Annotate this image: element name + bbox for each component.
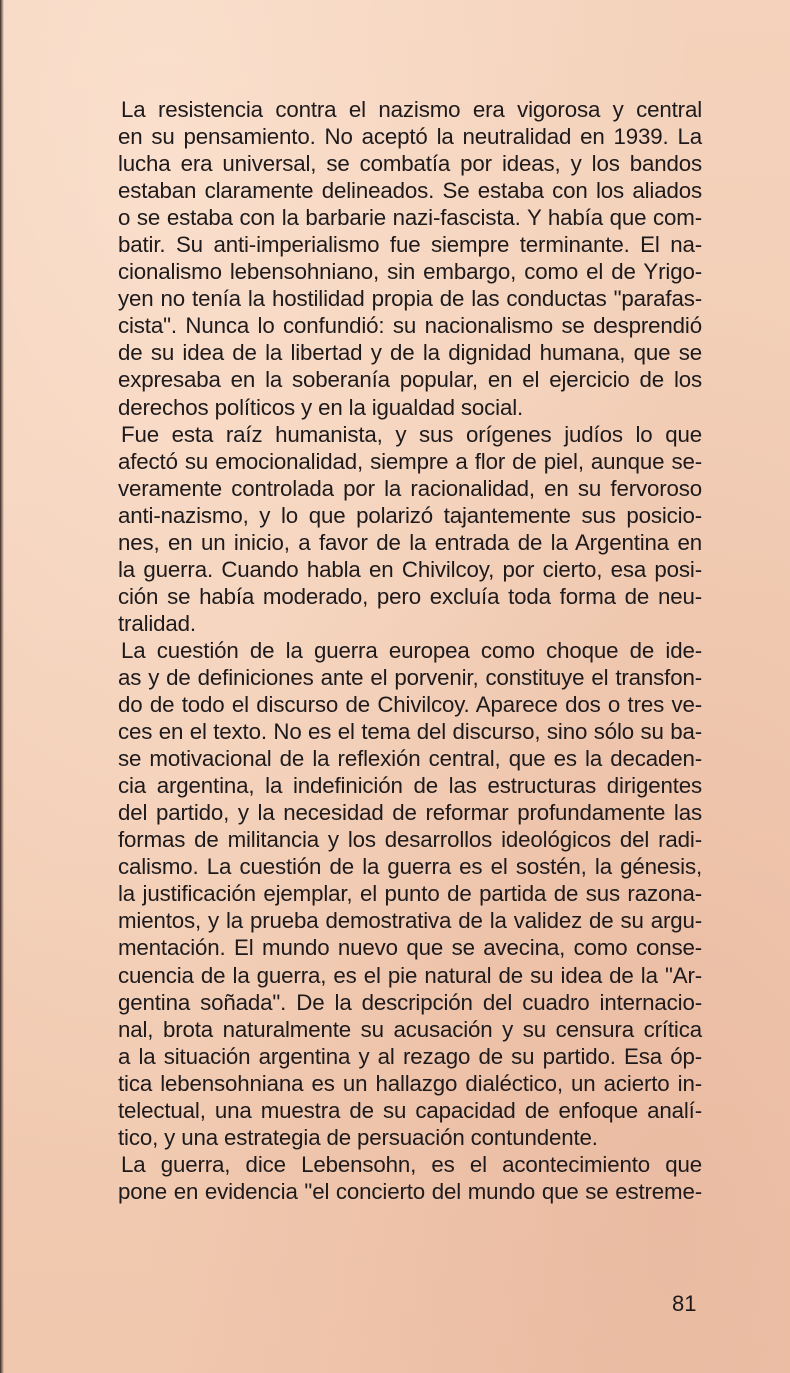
text-line: anti-nazismo, y lo que polarizó tajantemente sus posicio- [118,502,702,528]
text-line: Fue esta raíz humanista, y sus orígenes judíos lo que [121,421,702,447]
text-line: expresaba en la soberanía popular, en el ejercicio de los [118,367,702,393]
text-line: nal, brota naturalmente su acusación y su censura crítica [118,1016,702,1042]
text-line: gentina soñada". De la descripción del cuadro internacio- [118,989,702,1015]
text-line: derechos políticos y en la igualdad social. [118,394,524,420]
text-line: cionalismo lebensohniano, sin embargo, como el de Yrigo- [118,259,702,285]
text-line: cia argentina, la indefinición de las estructuras dirigentes [118,773,702,799]
text-line: ces en el texto. No es el tema del discurso, sino sólo su ba- [118,719,702,745]
text-line: tralidad. [118,610,196,636]
text-line: tica lebensohniana es un hallazgo dialéctico, un acierto in- [118,1070,702,1096]
body-text [118,96,702,1205]
text-line: cista". Nunca lo confundió: su nacionalismo se desprendió [118,313,702,339]
text-line: tico, y una estrategia de persuación contundente. [118,1124,598,1150]
text-line: en su pensamiento. No aceptó la neutralidad en 1939. La [118,124,702,150]
text-line: la guerra. Cuando habla en Chivilcoy, por cierto, esa posi- [118,556,702,582]
page-number: 81 [672,1291,697,1316]
text-line: estaban claramente delineados. Se estaba con los aliados [118,178,702,204]
text-line: nes, en un inicio, a favor de la entrada de la Argentina en [118,529,702,555]
text-line: yen no tenía la hostilidad propia de las conductas "parafas- [118,286,702,312]
page-left-edge [0,0,4,1373]
text-line: calismo. La cuestión de la guerra es el sostén, la génesis, [118,854,702,880]
text-line: se motivacional de la reflexión central, que es la decaden- [118,746,702,772]
text-line: mentación. El mundo nuevo que se avecina, como conse- [118,935,702,961]
text-line: a la situación argentina y al rezago de su partido. Esa óp- [118,1043,702,1069]
text-line: veramente controlada por la racionalidad, en su fervoroso [118,475,702,501]
text-line: La resistencia contra el nazismo era vigorosa y central [121,97,702,122]
text-line: lucha era universal, se combatía por ideas, y los bandos [118,151,702,177]
text-line: La guerra, dice Lebensohn, es el acontecimiento que [121,1151,702,1177]
text-line: o se estaba con la barbarie nazi-fascista. Y había que com- [118,205,702,231]
text-line: telectual, una muestra de su capacidad de enfoque analí- [118,1097,702,1123]
text-line: ción se había moderado, pero excluía toda forma de neu- [118,583,702,609]
text-line: do de todo el discurso de Chivilcoy. Aparece dos o tres ve- [118,692,702,718]
text-line: formas de militancia y los desarrollos ideológicos del radi- [118,827,702,853]
text-line: mientos, y la prueba demostrativa de la validez de su argu- [118,908,702,934]
text-line: pone en evidencia "el concierto del mundo que se estreme- [118,1178,702,1204]
text-line: La cuestión de la guerra europea como choque de ide- [121,637,702,663]
text-line: cuencia de la guerra, es el pie natural de su idea de la "Ar- [118,962,702,988]
text-line: as y de definiciones ante el porvenir, constituye el transfon- [118,664,702,690]
text-line: de su idea de la libertad y de la dignidad humana, que se [118,340,702,366]
text-line: del partido, y la necesidad de reformar profundamente las [118,800,702,826]
text-line: afectó su emocionalidad, siempre a flor de piel, aunque se- [118,448,702,474]
text-line: la justificación ejemplar, el punto de partida de sus razona- [118,881,702,907]
text-line: batir. Su anti-imperialismo fue siempre terminante. El na- [118,232,702,258]
